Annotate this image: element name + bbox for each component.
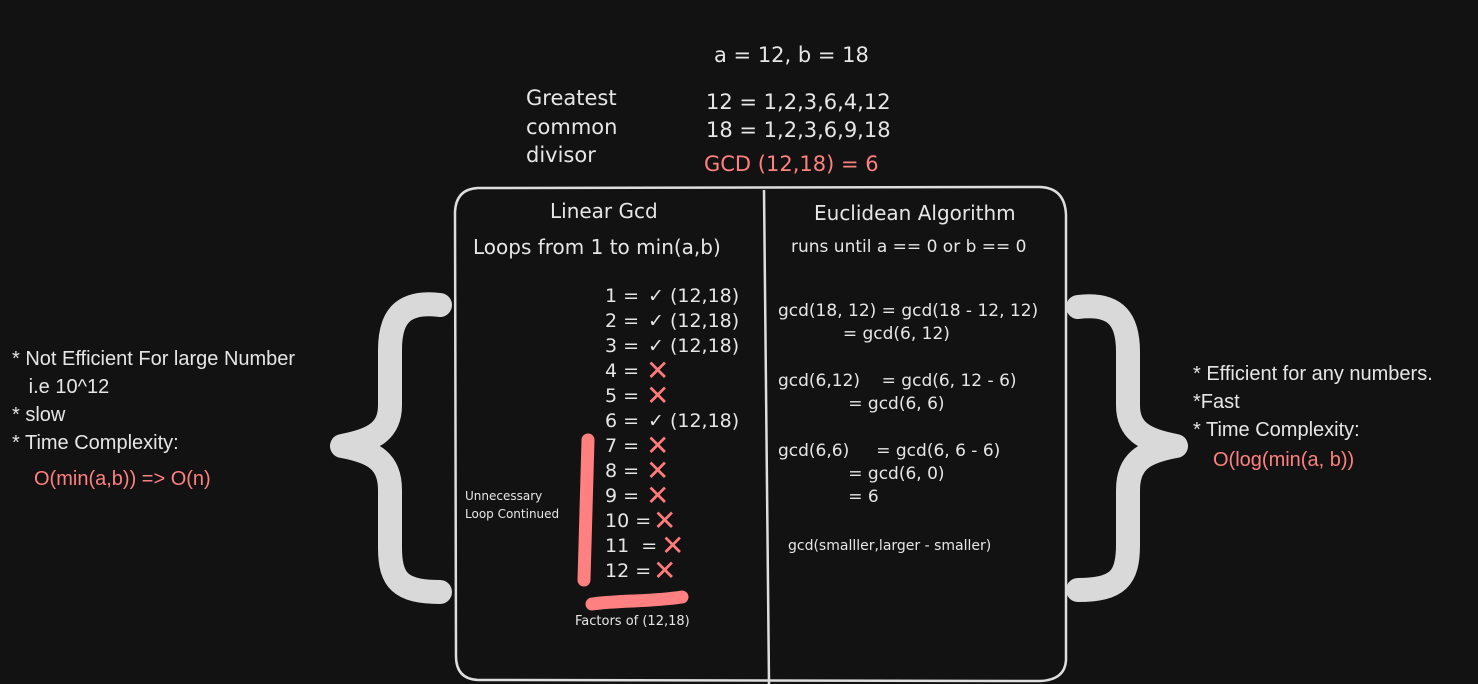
factors-of-b: 18 = 1,2,3,6,9,18	[706, 118, 891, 142]
left-note-1: * Not Efficient For large Number	[12, 348, 296, 370]
loop-row-index: 2 =	[605, 310, 640, 332]
right-complexity: O(log(min(a, b))	[1213, 449, 1355, 471]
euclid-step-1-line-2: = gcd(6, 12)	[778, 324, 950, 344]
loop-row-index: 9 =	[605, 485, 640, 507]
loop-row-cross-icon: ✕	[653, 504, 677, 537]
gcd-definition-line-1: Greatest	[526, 86, 617, 110]
loop-row-cross-icon: ✕	[646, 429, 670, 462]
loop-row-check: ✓ (12,18)	[648, 310, 740, 332]
loop-row-index: 5 =	[605, 385, 640, 407]
loop-row-cross-icon: ✕	[646, 354, 670, 387]
euclid-title: Euclidean Algorithm	[814, 201, 1016, 225]
right-brace	[1078, 306, 1176, 590]
gcd-result: GCD (12,18) = 6	[704, 152, 879, 176]
right-note-3: * Time Complexity:	[1193, 419, 1360, 441]
left-complexity: O(min(a,b)) => O(n)	[34, 468, 211, 490]
loop-row-cross-icon: ✕	[653, 554, 677, 587]
linear-subtitle: Loops from 1 to min(a,b)	[473, 235, 721, 259]
loop-row-cross-icon: ✕	[646, 479, 670, 512]
linear-title: Linear Gcd	[550, 199, 658, 223]
loop-row-cross-icon: ✕	[661, 529, 685, 562]
loop-row-index: 3 =	[605, 335, 640, 357]
euclid-formula: gcd(smalller,larger - smaller)	[788, 538, 992, 554]
euclid-subtitle: runs until a == 0 or b == 0	[791, 237, 1027, 257]
left-note-3: * slow	[12, 404, 66, 426]
euclid-step-3-line-1: gcd(6,6) = gcd(6, 6 - 6)	[778, 441, 1001, 461]
box-divider	[764, 190, 769, 684]
unnecessary-bracket	[584, 440, 588, 580]
loop-row-cross-icon: ✕	[646, 454, 670, 487]
euclid-step-3-line-2: = gcd(6, 0)	[778, 464, 945, 484]
loop-row-check: ✓ (12,18)	[648, 335, 740, 357]
loop-row-index: 11 =	[605, 535, 658, 557]
loop-row-index: 8 =	[605, 460, 640, 482]
right-note-2: *Fast	[1193, 391, 1240, 413]
unnecessary-annotation-line-2: Loop Continued	[465, 507, 560, 521]
comparison-box	[455, 187, 1066, 681]
left-brace	[342, 304, 440, 592]
unnecessary-bracket-base	[592, 597, 682, 604]
loop-row-index: 1 =	[605, 285, 640, 307]
euclid-step-2-line-1: gcd(6,12) = gcd(6, 12 - 6)	[778, 371, 1017, 391]
factors-of-a: 12 = 1,2,3,6,4,12	[706, 90, 891, 114]
loop-row-cross-icon: ✕	[646, 379, 670, 412]
loop-row-check: ✓ (12,18)	[648, 285, 740, 307]
ab-values: a = 12, b = 18	[714, 43, 869, 67]
right-note-1: * Efficient for any numbers.	[1193, 363, 1433, 385]
loop-row-index: 10 =	[605, 510, 652, 532]
left-note-2: i.e 10^12	[12, 376, 110, 398]
unnecessary-annotation-line-1: Unnecessary	[465, 489, 543, 503]
loop-row-index: 4 =	[605, 360, 640, 382]
euclid-step-3-line-3: = 6	[778, 487, 879, 507]
left-note-4: * Time Complexity:	[12, 432, 179, 454]
gcd-definition-line-3: divisor	[526, 143, 596, 167]
factors-note: Factors of (12,18)	[575, 614, 690, 629]
loop-row-index: 7 =	[605, 435, 640, 457]
loop-row-index: 6 =	[605, 410, 640, 432]
euclid-step-2-line-2: = gcd(6, 6)	[778, 394, 945, 414]
euclid-step-1-line-1: gcd(18, 12) = gcd(18 - 12, 12)	[778, 301, 1039, 321]
loop-row-check: ✓ (12,18)	[648, 410, 740, 432]
loop-row-index: 12 =	[605, 560, 652, 582]
gcd-definition-line-2: common	[526, 115, 618, 139]
